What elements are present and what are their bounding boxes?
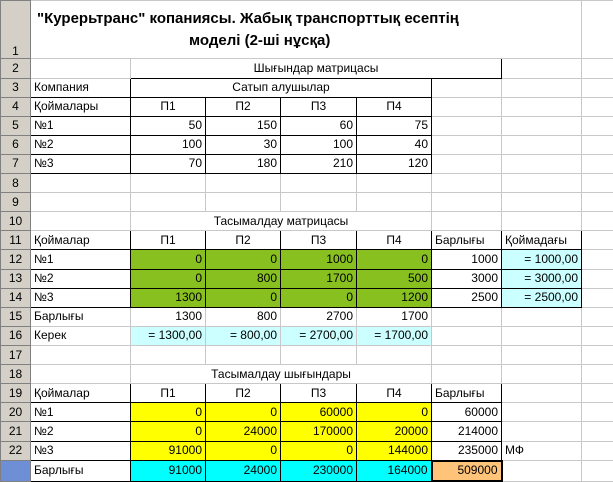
- cost-cell[interactable]: 150: [206, 116, 281, 135]
- row-header[interactable]: 10: [1, 212, 31, 231]
- total-label[interactable]: Барлығы: [31, 461, 131, 481]
- cell[interactable]: [31, 193, 131, 212]
- title-line-2: моделі (2-ші нұсқа): [189, 31, 331, 49]
- warehouse-label[interactable]: №2: [31, 135, 131, 154]
- cell[interactable]: [432, 116, 502, 135]
- cell[interactable]: [357, 346, 432, 365]
- cost-col-total[interactable]: 24000: [206, 461, 281, 481]
- cell[interactable]: [432, 193, 502, 212]
- row-header[interactable]: 19: [1, 384, 31, 403]
- stock-cell[interactable]: = 2500,00: [502, 288, 582, 307]
- required-cell[interactable]: = 2700,00: [281, 326, 357, 345]
- cell[interactable]: [582, 288, 613, 307]
- transport-cell[interactable]: 0: [206, 250, 281, 269]
- cell[interactable]: [582, 461, 613, 481]
- cost-cell[interactable]: 70: [131, 154, 206, 173]
- row-header[interactable]: 13: [1, 269, 31, 288]
- cost-cell[interactable]: 30: [206, 135, 281, 154]
- cell[interactable]: [502, 135, 582, 154]
- transport-matrix-title[interactable]: Тасымалдау матрицасы: [131, 212, 432, 231]
- transport-cell[interactable]: 0: [281, 288, 357, 307]
- transport-cell[interactable]: 0: [131, 269, 206, 288]
- row-header[interactable]: 4: [1, 97, 31, 116]
- cost-value-cell[interactable]: 91000: [131, 441, 206, 461]
- cost-value-cell[interactable]: 0: [131, 422, 206, 441]
- cell[interactable]: [281, 193, 357, 212]
- transport-cell[interactable]: 1200: [357, 288, 432, 307]
- row-header[interactable]: 5: [1, 116, 31, 135]
- required-cell[interactable]: = 800,00: [206, 326, 281, 345]
- cell[interactable]: [582, 193, 613, 212]
- cell[interactable]: [502, 212, 582, 231]
- total-header[interactable]: Барлығы: [432, 231, 502, 250]
- header-cell[interactable]: П2: [206, 231, 281, 250]
- cell[interactable]: [31, 346, 131, 365]
- cell[interactable]: [582, 154, 613, 173]
- cell[interactable]: [582, 231, 613, 250]
- transport-cell[interactable]: 500: [357, 269, 432, 288]
- cell[interactable]: [357, 174, 432, 193]
- row-header[interactable]: 18: [1, 365, 31, 384]
- cell[interactable]: [432, 154, 502, 173]
- cell[interactable]: [582, 116, 613, 135]
- cell[interactable]: [206, 174, 281, 193]
- cell[interactable]: [582, 269, 613, 288]
- warehouses-label[interactable]: Қоймалар: [31, 384, 131, 403]
- cost-value-cell[interactable]: 0: [357, 403, 432, 422]
- cell[interactable]: [206, 193, 281, 212]
- required-cell[interactable]: = 1300,00: [131, 326, 206, 345]
- cost-value-cell[interactable]: 0: [281, 441, 357, 461]
- header-cell[interactable]: П1: [131, 384, 206, 403]
- cost-col-total[interactable]: 91000: [131, 461, 206, 481]
- cell[interactable]: [582, 78, 613, 97]
- transport-cell[interactable]: 0: [357, 250, 432, 269]
- cost-value-cell[interactable]: 60000: [281, 403, 357, 422]
- row-header[interactable]: 11: [1, 231, 31, 250]
- header-cell[interactable]: П4: [357, 97, 432, 116]
- row-header[interactable]: 12: [1, 250, 31, 269]
- cell[interactable]: [502, 307, 582, 326]
- row-header[interactable]: 21: [1, 422, 31, 441]
- cost-cell[interactable]: 100: [131, 135, 206, 154]
- cell[interactable]: [31, 174, 131, 193]
- cell[interactable]: [582, 384, 613, 403]
- cost-cell[interactable]: 210: [281, 154, 357, 173]
- required-cell[interactable]: = 1700,00: [357, 326, 432, 345]
- row-header[interactable]: 17: [1, 346, 31, 365]
- row-header[interactable]: 1: [1, 1, 31, 59]
- stock-header[interactable]: Қоймадағы: [502, 231, 582, 250]
- transport-costs-title[interactable]: Тасымалдау шығындары: [131, 365, 432, 384]
- cell[interactable]: [582, 250, 613, 269]
- cell[interactable]: [502, 326, 582, 345]
- cell[interactable]: [131, 193, 206, 212]
- cell[interactable]: [432, 97, 502, 116]
- cell[interactable]: [582, 1, 613, 59]
- cell[interactable]: [31, 59, 131, 78]
- cost-cell[interactable]: 40: [357, 135, 432, 154]
- cost-value-cell[interactable]: 144000: [357, 441, 432, 461]
- cell[interactable]: [432, 174, 502, 193]
- cell[interactable]: [582, 174, 613, 193]
- cost-row-total[interactable]: 235000: [432, 441, 502, 461]
- cost-col-total[interactable]: 164000: [357, 461, 432, 481]
- cell[interactable]: [31, 365, 131, 384]
- header-cell[interactable]: П2: [206, 384, 281, 403]
- cell[interactable]: [31, 212, 131, 231]
- cell[interactable]: [502, 97, 582, 116]
- cell[interactable]: [582, 135, 613, 154]
- header-cell[interactable]: П1: [131, 231, 206, 250]
- transport-cell[interactable]: 800: [206, 269, 281, 288]
- row-header[interactable]: 3: [1, 78, 31, 97]
- row-total-cell[interactable]: 2500: [432, 288, 502, 307]
- row-total-cell[interactable]: 1000: [432, 250, 502, 269]
- cell[interactable]: [432, 307, 502, 326]
- cost-col-total[interactable]: 230000: [281, 461, 357, 481]
- warehouses-label[interactable]: Қоймалары: [31, 97, 131, 116]
- cell[interactable]: [502, 346, 582, 365]
- warehouse-label[interactable]: №3: [31, 288, 131, 307]
- cost-matrix-title[interactable]: Шығындар матрицасы: [131, 59, 502, 78]
- cell[interactable]: [281, 346, 357, 365]
- header-cell[interactable]: П4: [357, 384, 432, 403]
- cost-value-cell[interactable]: 0: [131, 403, 206, 422]
- row-header[interactable]: 20: [1, 403, 31, 422]
- row-header-selected[interactable]: [1, 461, 31, 481]
- header-cell[interactable]: П3: [281, 384, 357, 403]
- cost-value-cell[interactable]: 170000: [281, 422, 357, 441]
- cell[interactable]: [131, 174, 206, 193]
- cell[interactable]: [582, 307, 613, 326]
- row-header[interactable]: 8: [1, 174, 31, 193]
- header-cell[interactable]: П3: [281, 97, 357, 116]
- header-cell[interactable]: П3: [281, 231, 357, 250]
- warehouse-label[interactable]: №2: [31, 422, 131, 441]
- warehouse-label[interactable]: №1: [31, 250, 131, 269]
- cost-row-total[interactable]: 60000: [432, 403, 502, 422]
- cost-cell[interactable]: 180: [206, 154, 281, 173]
- grand-total-cell[interactable]: 509000: [432, 461, 502, 481]
- cell[interactable]: [502, 461, 582, 481]
- cell[interactable]: [582, 441, 613, 461]
- cell[interactable]: [357, 193, 432, 212]
- stock-cell[interactable]: = 1000,00: [502, 250, 582, 269]
- row-header[interactable]: 22: [1, 441, 31, 461]
- company-label[interactable]: Компания: [31, 78, 131, 97]
- warehouse-label[interactable]: №3: [31, 441, 131, 461]
- transport-cell[interactable]: 1000: [281, 250, 357, 269]
- col-total-cell[interactable]: 1300: [131, 307, 206, 326]
- transport-cell[interactable]: 1300: [131, 288, 206, 307]
- cell[interactable]: [502, 403, 582, 422]
- cell[interactable]: [432, 78, 502, 97]
- warehouse-label[interactable]: №1: [31, 403, 131, 422]
- cell[interactable]: [206, 346, 281, 365]
- row-header[interactable]: 7: [1, 154, 31, 173]
- cost-cell[interactable]: 60: [281, 116, 357, 135]
- cell[interactable]: [432, 346, 502, 365]
- cell[interactable]: [502, 154, 582, 173]
- mf-label[interactable]: МФ: [502, 441, 582, 461]
- cost-row-total[interactable]: 214000: [432, 422, 502, 441]
- cell[interactable]: [432, 365, 502, 384]
- row-header[interactable]: 15: [1, 307, 31, 326]
- cell[interactable]: [502, 384, 582, 403]
- col-total-cell[interactable]: 1700: [357, 307, 432, 326]
- cell[interactable]: [432, 135, 502, 154]
- cell[interactable]: [432, 326, 502, 345]
- cell[interactable]: [502, 174, 582, 193]
- cost-value-cell[interactable]: 20000: [357, 422, 432, 441]
- row-header[interactable]: 14: [1, 288, 31, 307]
- transport-cell[interactable]: 0: [206, 288, 281, 307]
- cell[interactable]: [582, 346, 613, 365]
- transport-cell[interactable]: 0: [131, 250, 206, 269]
- row-total-cell[interactable]: 3000: [432, 269, 502, 288]
- row-header[interactable]: 9: [1, 193, 31, 212]
- buyers-label[interactable]: Сатып алушылар: [131, 78, 432, 97]
- cell[interactable]: [502, 193, 582, 212]
- required-label[interactable]: Керек: [31, 326, 131, 345]
- cell[interactable]: [502, 116, 582, 135]
- header-cell[interactable]: П2: [206, 97, 281, 116]
- cell[interactable]: [502, 365, 582, 384]
- cell[interactable]: [582, 59, 613, 78]
- header-cell[interactable]: П4: [357, 231, 432, 250]
- total-label[interactable]: Барлығы: [31, 307, 131, 326]
- cell[interactable]: [582, 365, 613, 384]
- total-header[interactable]: Барлығы: [432, 384, 502, 403]
- cell[interactable]: [582, 422, 613, 441]
- row-header[interactable]: 6: [1, 135, 31, 154]
- cell[interactable]: [502, 78, 582, 97]
- cell[interactable]: [582, 97, 613, 116]
- warehouses-label[interactable]: Қоймалар: [31, 231, 131, 250]
- col-total-cell[interactable]: 2700: [281, 307, 357, 326]
- cell[interactable]: [502, 422, 582, 441]
- row-header[interactable]: 2: [1, 59, 31, 78]
- cell[interactable]: [582, 212, 613, 231]
- warehouse-label[interactable]: №3: [31, 154, 131, 173]
- transport-cell[interactable]: 1700: [281, 269, 357, 288]
- cell[interactable]: [582, 326, 613, 345]
- cost-cell[interactable]: 50: [131, 116, 206, 135]
- cell[interactable]: [131, 346, 206, 365]
- cost-value-cell[interactable]: 0: [206, 441, 281, 461]
- col-total-cell[interactable]: 800: [206, 307, 281, 326]
- cell[interactable]: [281, 174, 357, 193]
- sheet-title[interactable]: [31, 1, 582, 59]
- cost-value-cell[interactable]: 0: [206, 403, 281, 422]
- row-header[interactable]: 16: [1, 326, 31, 345]
- cost-cell[interactable]: 120: [357, 154, 432, 173]
- cell[interactable]: [502, 59, 582, 78]
- cell[interactable]: [582, 403, 613, 422]
- warehouse-label[interactable]: №2: [31, 269, 131, 288]
- title-line-1: "Курерьтранс" копаниясы. Жабық транспорттық есептің: [37, 9, 459, 27]
- stock-cell[interactable]: = 3000,00: [502, 269, 582, 288]
- cost-cell[interactable]: 75: [357, 116, 432, 135]
- cost-value-cell[interactable]: 24000: [206, 422, 281, 441]
- cost-cell[interactable]: 100: [281, 135, 357, 154]
- warehouse-label[interactable]: №1: [31, 116, 131, 135]
- cell[interactable]: [432, 212, 502, 231]
- header-cell[interactable]: П1: [131, 97, 206, 116]
